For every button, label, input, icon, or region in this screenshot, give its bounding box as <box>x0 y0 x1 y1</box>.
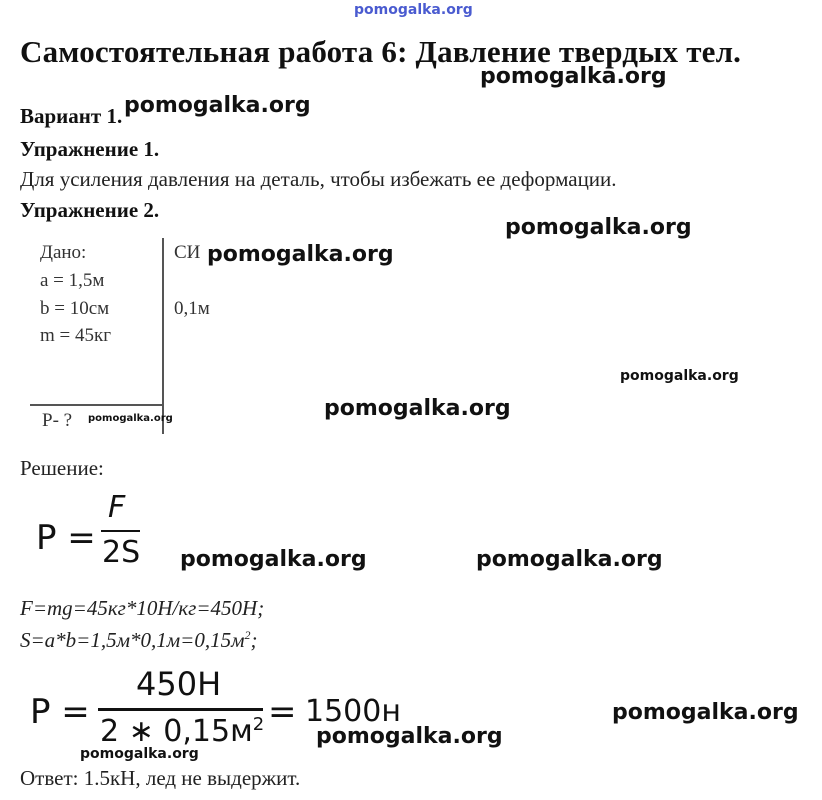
find-label: P- ? <box>42 410 73 431</box>
area-calculation-end: ; <box>250 628 258 652</box>
solution-label: Решение: <box>20 456 104 480</box>
formula-denominator: 2S <box>102 535 141 570</box>
given-m: m = 45кг <box>40 325 112 346</box>
calc-denominator <box>100 714 264 749</box>
given-divider-horizontal <box>30 404 164 406</box>
calc-fraction-bar <box>98 708 263 711</box>
formula-lhs: P = <box>36 518 96 558</box>
watermark: pomogalka.org <box>124 93 311 118</box>
area-calculation-exponent: 2 <box>244 628 251 642</box>
force-calculation: F=mg=45кг*10Н/кг=450Н; <box>20 596 265 620</box>
calc-result: 1500н <box>305 694 401 729</box>
watermark: pomogalka.org <box>476 547 663 572</box>
area-calculation <box>20 628 257 653</box>
calc-denominator-main: 2 ∗ 0,15м <box>100 714 253 749</box>
watermark: pomogalka.org <box>620 368 739 384</box>
watermark: pomogalka.org <box>80 746 199 762</box>
watermark: pomogalka.org <box>180 547 367 572</box>
si-label: СИ <box>174 242 201 263</box>
watermark: pomogalka.org <box>207 242 394 267</box>
exercise1-heading: Упражнение 1. <box>20 137 160 161</box>
variant-heading: Вариант 1. <box>20 104 123 128</box>
page-title: Самостоятельная работа 6: Давление твердых тел. <box>20 34 742 69</box>
given-label: Дано: <box>40 242 87 263</box>
exercise2-heading: Упражнение 2. <box>20 198 160 222</box>
watermark: pomogalka.org <box>324 396 511 421</box>
given-a: a = 1,5м <box>40 270 105 291</box>
calc-denominator-exponent: 2 <box>252 714 265 735</box>
calc-equals: = <box>268 692 297 732</box>
exercise1-answer: Для усиления давления на деталь, чтобы избежать ее деформации. <box>20 167 617 191</box>
area-calculation-main: S=a*b=1,5м*0,1м=0,15м <box>20 628 245 652</box>
calc-numerator: 450Н <box>136 665 222 703</box>
final-answer: Ответ: 1.5кН, лед не выдержит. <box>20 766 301 790</box>
formula-fraction-bar <box>101 530 140 532</box>
watermark: pomogalka.org <box>612 700 799 725</box>
watermark: pomogalka.org <box>505 215 692 240</box>
formula-numerator: F <box>108 490 126 525</box>
watermark: pomogalka.org <box>316 724 503 749</box>
given-b: b = 10см <box>40 298 110 319</box>
watermark: pomogalka.org <box>480 64 667 89</box>
calc-lhs: P = <box>30 692 90 732</box>
si-b: 0,1м <box>174 298 210 319</box>
watermark-top: pomogalka.org <box>354 2 473 18</box>
watermark: pomogalka.org <box>88 413 173 424</box>
